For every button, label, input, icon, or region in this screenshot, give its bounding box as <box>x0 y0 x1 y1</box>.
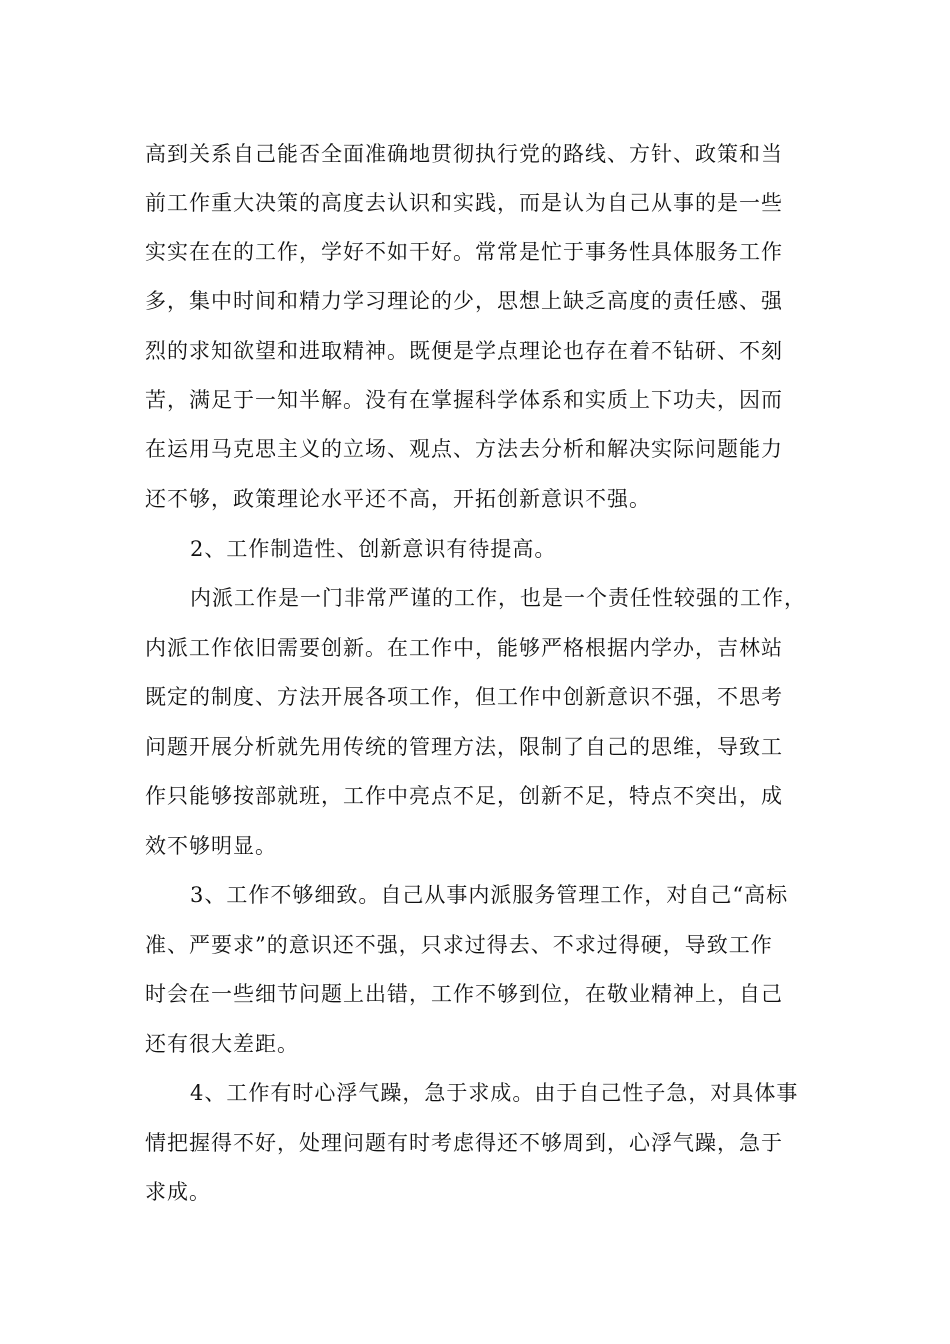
paragraph-1-line-5: 烈的求知欲望和进取精神。既便是学点理论也存在着不钻研、不刻 <box>145 339 783 363</box>
paragraph-3-line-5: 作只能够按部就班，工作中亮点不足，创新不足，特点不突出，成 <box>145 784 783 808</box>
paragraph-1-line-1: 高到关系自己能否全面准确地贯彻执行党的路线、方针、政策和当 <box>145 142 783 166</box>
paragraph-3-line-2: 内派工作依旧需要创新。在工作中，能够严格根据内学办，吉林站 <box>145 636 783 660</box>
paragraph-5-line-3: 求成。 <box>145 1180 211 1204</box>
paragraph-3-line-3: 既定的制度、方法开展各项工作，但工作中创新意识不强，不思考 <box>145 685 783 709</box>
paragraph-4-line-2: 准、严要求”的意识还不强，只求过得去、不求过得硬，导致工作 <box>145 933 773 957</box>
paragraph-5-line-1: 4、工作有时心浮气躁，急于求成。由于自己性子急，对具体事 <box>190 1081 799 1105</box>
paragraph-1-line-7: 在运用马克思主义的立场、观点、方法去分析和解决实际问题能力 <box>145 437 783 461</box>
paragraph-4-line-4: 还有很大差距。 <box>145 1032 299 1056</box>
paragraph-4-line-1: 3、工作不够细致。自己从事内派服务管理工作，对自己“高标 <box>190 883 789 907</box>
paragraph-1-line-6: 苦，满足于一知半解。没有在掌握科学体系和实质上下功夫，因而 <box>145 388 783 412</box>
paragraph-5-line-2: 情把握得不好，处理问题有时考虑得还不够周到，心浮气躁，急于 <box>145 1131 783 1155</box>
paragraph-1-line-2: 前工作重大决策的高度去认识和实践，而是认为自己从事的是一些 <box>145 191 783 215</box>
paragraph-3-line-4: 问题开展分析就先用传统的管理方法，限制了自己的思维，导致工 <box>145 735 783 759</box>
paragraph-1-line-3: 实实在在的工作，学好不如干好。常常是忙于事务性具体服务工作 <box>145 240 783 264</box>
paragraph-2-line-1: 2、工作制造性、创新意识有待提高。 <box>190 537 557 561</box>
paragraph-3-line-1: 内派工作是一门非常严谨的工作，也是一个责任性较强的工作， <box>190 586 806 610</box>
paragraph-3-line-6: 效不够明显。 <box>145 834 277 858</box>
paragraph-1-line-8: 还不够，政策理论水平还不高，开拓创新意识不强。 <box>145 487 651 511</box>
paragraph-1-line-4: 多，集中时间和精力学习理论的少，思想上缺乏高度的责任感、强 <box>145 289 783 313</box>
paragraph-4-line-3: 时会在一些细节问题上出错，工作不够到位，在敬业精神上，自己 <box>145 982 783 1006</box>
